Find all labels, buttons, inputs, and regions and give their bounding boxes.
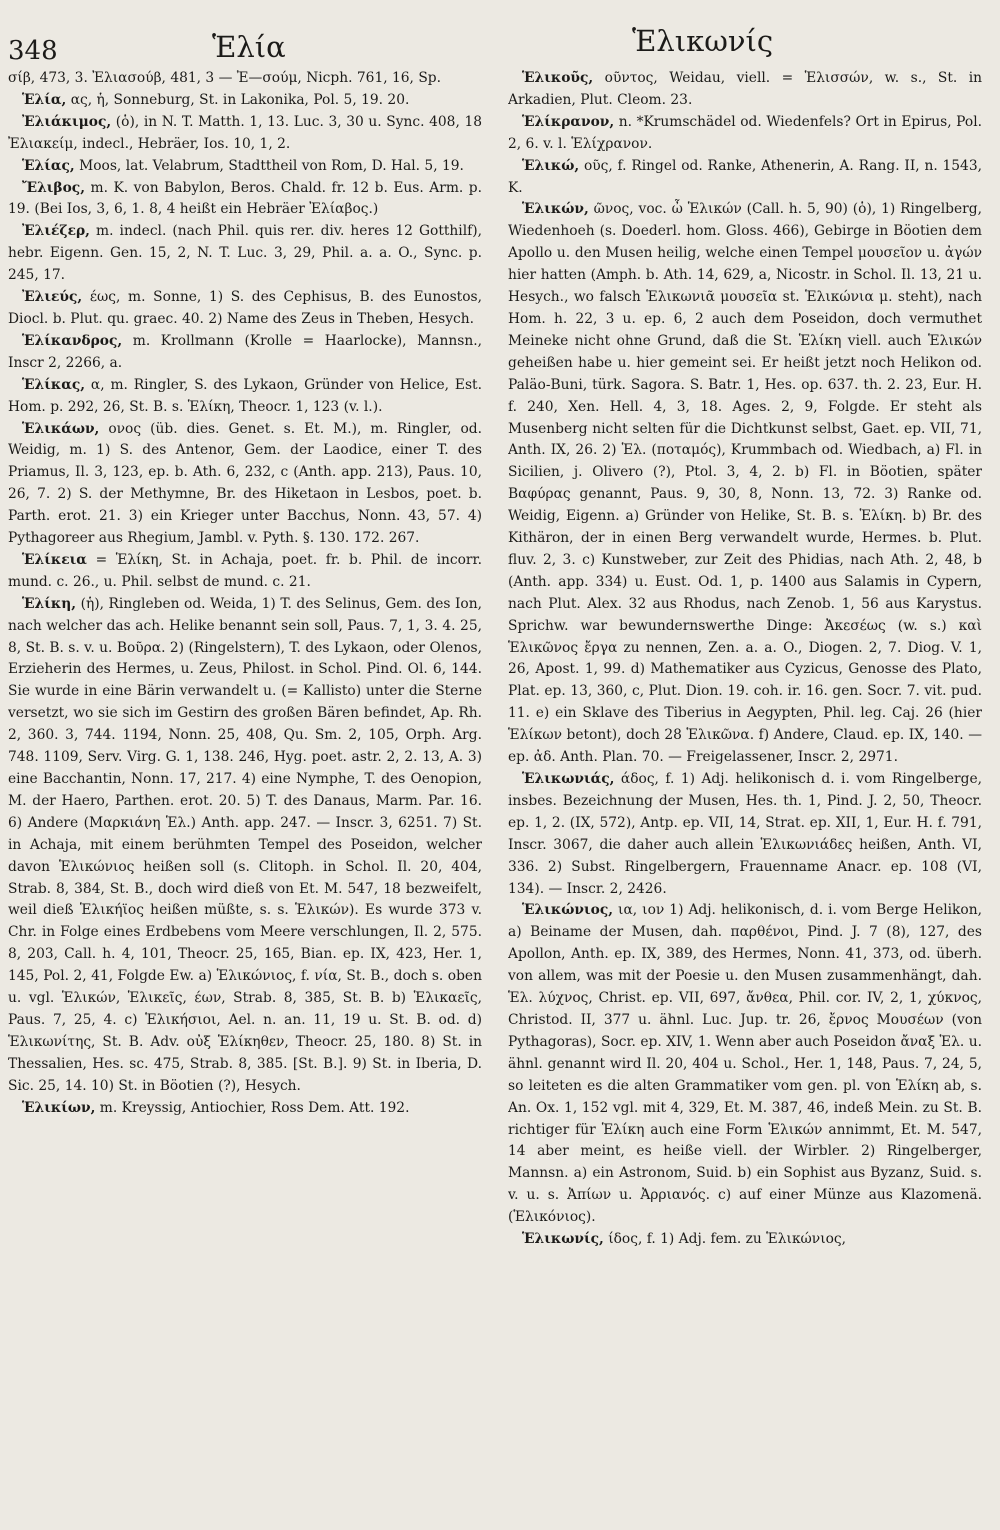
- entry-headword: Ἑλίκεια: [22, 551, 87, 568]
- entry-headword: Ἑλίας,: [22, 157, 75, 174]
- dictionary-entry: Ἑλικάων, ονος (üb. dies. Genet. s. Et. M.), m. Ringler, od. Weidig, m. 1) S. des Antenor, Gem. der Laodice, einer T. des Priamus, Il. 3, 123, ep. b. Ath. 6, 232, c (Anth. app. 213), Paus. 10, 26, 7. 2) S. der Methymne, Br. des Hiketaon in Lesbos, poet. b. Parth. erot. 21. 3) ein Krieger unter Bacchus, Nonn. 43, 57. 4) Pythagoreer aus Rhegium, Jambl. v. Pyth. §. 130. 172. 267.: [8, 420, 482, 547]
- entry-headword: Ἐλιάκιμος,: [22, 113, 112, 130]
- dictionary-entry: Ἐλιεύς, έως, m. Sonne, 1) S. des Cephisus, B. des Eunostos, Diocl. b. Plut. qu. graec. 40. 2) Name des Zeus in Theben, Hesych.: [8, 289, 482, 327]
- right-column: [508, 68, 982, 1502]
- running-head-right: Ἑλικωνίς: [632, 24, 774, 58]
- dictionary-entry: Ἑλικοῦς, οῦντος, Weidau, viell. = Ἑλισσών, w. s., St. in Arkadien, Plut. Cleom. 23.: [508, 70, 982, 108]
- entry-headword: Ἑλικώ,: [522, 157, 580, 174]
- entry-headword: Ἑλίκρανον,: [522, 113, 615, 130]
- entry-headword: Ἑλικών,: [522, 201, 589, 218]
- entry-headword: Ἑλικωνιάς,: [522, 771, 615, 787]
- page-number: 348: [8, 36, 58, 66]
- dictionary-entry: Ἑλίκεια = Ἑλίκη, St. in Achaja, poet. fr. b. Phil. de incorr. mund. c. 26., u. Phil. selbst de mund. c. 21.: [8, 551, 482, 590]
- dictionary-entry: Ἑλικώνιος, ια, ιον 1) Adj. helikonisch, d. i. vom Berge Helikon, a) Beiname der Musen, dah. παρθένοι, Pind. J. 7 (8), 127, des Apollon, Anth. ep. IX, 389, des Hermes, Nonn. 41, 373, od. überh. von allem, was mit der Poesie u. den Musen zusammenhängt, dah. Ἑλ. λύχνος, Christ. ep. VII, 697, ἄνθεα, Phil. cor. IV, 2, 1, χύκνος, Christod. II, 377 u. ähnl. Luc. Jup. tr. 26, ἔρνος Μουσέων (von Pythagoras), Socr. ep. XIV, 1. Wenn aber auch Poseidon ἄναξ Ἑλ. u. ähnl. genannt wird Il. 20, 404 u. Schol., Her. 1, 148, Paus. 7, 24, 5, so leiteten es die alten Grammatiker vom gen. pl. von Ἑλίκη ab, s. An. Ox. 1, 152 vgl. mit 4, 329, Et. M. 387, 46, indeß Mein. zu St. B. richtiger für Ἑλίκη auch eine Form Ἑλικών annimmt, Et. M. 547, 14 aber meint, es heiße viell. der Wirbler. 2) Ringelberger, Mannsn. a) ein Astronom, Suid. b) ein Sophist aus Byzanz, Suid. s. v. u. s. Ἀπίων u. Ἀρριανός. c) auf einer Münze aus Klazomenä. (Ἑλικόνιος).: [508, 902, 982, 1226]
- dictionary-entry: Ἐλιάκιμος, (ὁ), in N. T. Matth. 1, 13. Luc. 3, 30 u. Sync. 408, 18 Ἐλιακείμ, indecl., Hebräer, Ios. 10, 1, 2.: [8, 113, 482, 152]
- entry-headword: Ἑλικίων,: [22, 1099, 96, 1116]
- dictionary-entry: Ἑλικώ, οῦς, f. Ringel od. Ranke, Athenerin, A. Rang. II, n. 1543, K.: [508, 157, 982, 196]
- entry-headword: Ἐλιεύς,: [22, 289, 83, 306]
- left-column: [8, 68, 482, 1468]
- entry-headword: Ἑλικωνίς,: [522, 1231, 604, 1248]
- entry-headword: Ἑλία,: [22, 91, 67, 108]
- dictionary-entry: Ἑλίκη, (ἡ), Ringleben od. Weida, 1) T. des Selinus, Gem. des Ion, nach welcher das ach. Helike benannt sein soll, Paus. 7, 1, 3. 4. 25, 8, St. B. s. v. u. Βοῦρα. 2) (Ringelstern), T. des Lykaon, oder Olenos, Erzieherin des Hermes, u. Zeus, Philost. in Schol. Pind. Ol. 6, 144. Sie wurde in eine Bärin verwandelt u. (= Kallisto) unter die Sterne versetzt, wo sie sich im Gestirn des großen Bären befindet, Ap. Rh. 2, 360. 3, 744. 1194, Nonn. 25, 408, Qu. Sm. 2, 105, Orph. Arg. 748. 1109, Serv. Virg. G. 1, 138. 246, Hyg. poet. astr. 2, 2. 13, A. 3) eine Bacchantin, Nonn. 17, 217. 4) eine Nymphe, T. des Oenopion, M. der Haero, Parthen. erot. 20. 5) T. des Danaus, Marm. Par. 16. 6) Andere (Μαρκιάνη Ἑλ.) Anth. app. 247. — Inscr. 3, 6251. 7) St. in Achaja, mit einem berühmten Tempel des Poseidon, welcher davon Ἑλικώνιος heißen soll (s. Clitoph. in Schol. Il. 20, 404, Strab. 8, 384, St. B., doch wird dieß von Et. M. 547, 18 bezweifelt, weil dieß Ἑλικήϊος heißen müßte, s. s. Ἑλικών). Es wurde 373 v. Chr. in Folge eines Erdbebens vom Meere verschlungen, Il. 2, 575. 8, 203, Call. h. 4, 101, Theocr. 25, 165, Bian. ep. IX, 423, Her. 1, 145, Pol. 2, 41, Folgde Ew. a) Ἑλικώνιος, f. νία, St. B., doch s. oben u. vgl. Ἑλικών, Ἑλικεῖς, έων, Strab. 8, 385, St. B. b) Ἑλικαεῖς, Paus. 7, 25, 4. c) Ἑλικήσιοι, Ael. n. an. 11, 19 u. St. B. od. d) Ἑλικωνίτης, St. B. Adv. οὐξ Ἑλίκηθεν, Theocr. 25, 180. 8) St. in Thessalien, Hes. sc. 475, Strab. 8, 385. [St. B.]. 9) St. in Iberia, D. Sic. 25, 14. 10) St. in Böotien (?), Hesych.: [8, 595, 482, 1094]
- dictionary-entry: Ἑλικωνίς, ίδος, f. 1) Adj. fem. zu Ἑλικώνιος,: [522, 1231, 847, 1248]
- entry-headword: Ἑλικοῦς,: [522, 70, 594, 86]
- entry-headword: Ἑλίκας,: [22, 376, 86, 393]
- entry-headword: Ἑλικώνιος,: [522, 902, 614, 919]
- running-head-left: Ἑλία: [212, 30, 286, 64]
- dictionary-entry: Ἑλίκας, α, m. Ringler, S. des Lykaon, Gründer von Helice, Est. Hom. p. 292, 26, St. B. s. Ἑλίκη, Theocr. 1, 123 (v. l.).: [8, 376, 482, 415]
- dictionary-entry: Ἑλία, ας, ἡ, Sonneburg, St. in Lakonika, Pol. 5, 19. 20.: [22, 91, 410, 108]
- dictionary-entry: Ἑλίκρανον, n. *Krumschädel od. Wiedenfels? Ort in Epirus, Pol. 2, 6. v. l. Ἑλίχρανον.: [508, 113, 982, 152]
- dictionary-entry: Ἑλικωνιάς, άδος, f. 1) Adj. helikonisch d. i. vom Ringelberge, insbes. Bezeichnung der Musen, Hes. th. 1, Pind. J. 2, 50, Theocr. ep. 1, 2. (IX, 572), Antp. ep. VII, 14, Strat. ep. XII, 1, Eur. H. f. 791, Inscr. 3067, die daher auch allein Ἑλικωνιάδες heißen, Anth. VI, 336. 2) Subst. Ringelbergern, Frauenname Anacr. ep. 108 (VI, 134). — Inscr. 2, 2426.: [508, 771, 982, 897]
- entry-headword: Ἔλιβος,: [22, 179, 86, 196]
- dictionary-entry: Ἔλιβος, m. K. von Babylon, Beros. Chald. fr. 12 b. Eus. Arm. p. 19. (Bei Ios, 3, 6, 1. 8, 4 heißt ein Hebräer Ἐλίαβος.): [8, 179, 482, 218]
- dictionary-entry: Ἑλικίων, m. Kreyssig, Antiochier, Ross Dem. Att. 192.: [22, 1099, 410, 1116]
- entry-headword: Ἑλίκανδρος,: [22, 332, 123, 349]
- page-header: [0, 0, 1000, 70]
- dictionary-entry: σίβ, 473, 3. Ἐλιασούβ, 481, 3 — Ἐ—σούμ, Nicph. 761, 16, Sp.: [8, 70, 441, 86]
- entry-headword: Ἑλικάων,: [22, 420, 100, 437]
- dictionary-entry: Ἑλίας, Moos, lat. Velabrum, Stadttheil von Rom, D. Hal. 5, 19.: [22, 157, 464, 174]
- dictionary-entry: Ἐλιέζερ, m. indecl. (nach Phil. quis rer. div. heres 12 Gotthilf), hebr. Eigenn. Gen. 15, 2, N. T. Luc. 3, 29, Phil. a. a. O., Sync. p. 245, 17.: [8, 223, 482, 284]
- entry-headword: Ἑλίκη,: [22, 595, 77, 612]
- dictionary-entry: Ἑλικών, ῶνος, voc. ὦ Ἑλικών (Call. h. 5, 90) (ὁ), 1) Ringelberg, Wiedenhoeh (s. Doederl. hom. Gloss. 466), Gebirge in Böotien dem Apollo u. den Musen heilig, welche einen Tempel μουσεῖον u. ἀγών hier hatten (Amph. b. Ath. 14, 629, a, Nicostr. in Schol. Il. 13, 21 u. Hesych., wo falsch Ἑλικωνιᾶ μουσεῖα st. Ἑλικώνια μ. steht), nach Hom. h. 22, 3 u. ep. 6, 2 auch dem Poseidon, doch vermuthet Meineke nicht ohne Grund, daß die St. Ἑλίκη viell. auch Ἑλικών geheißen habe u. hier gemeint sei. Er heißt jetzt noch Helikon od. Paläo-Buni, türk. Sagora. S. Batr. 1, Hes. op. 637. th. 2. 23, Eur. H. f. 240, Xen. Hell. 4, 3, 18. Ages. 2, 9, Folgde. Er steht als Musenberg nicht selten für die Dichtkunst selbst, Gaet. ep. VII, 71, Anth. IX, 26. 2) Ἑλ. (ποταμός), Krummbach od. Wiedbach, a) Fl. in Sicilien, j. Olivero (?), Ptol. 3, 4, 2. b) Fl. in Böotien, später Βαφύρας genannt, Paus. 9, 30, 8, Nonn. 13, 72. 3) Ranke od. Weidig, Eigenn. a) Gründer von Helike, St. B. s. Ἑλίκη. b) Br. des Kithäron, der in einen Berg verwandelt wurde, Hermes. b. Plut. fluv. 2, 3. c) Kunstweber, zur Zeit des Phidias, nach Ath. 2, 48, b (Anth. app. 334) u. Eust. Od. 1, p. 1400 aus Salamis in Cypern, nach Plut. Alex. 32 aus Rhodus, nach Zenob. 1, 56 aus Karystus. Sprichw. war bewundernswerthe Dinge: Ἀκεσέως (w. s.) καὶ Ἑλικῶνος ἔργα zu nennen, Zen. a. a. O., Diogen. 2, 7. Diog. V. 1, 26, Apost. 1, 99. d) Mathematiker aus Cyzicus, Genosse des Plato, Plat. ep. 13, 360, c, Plut. Dion. 19. coh. ir. 16. gen. Socr. 7. vit. pud. 11. e) ein Sklave des Tiberius in Aegypten, Phil. leg. Caj. 26 (hier Ἑλίκων betont), doch 28 Ἑλικῶνα. f) Andere, Claud. ep. IX, 140. — ep. ἀδ. Anth. Plan. 70. — Freigelassener, Inscr. 2, 2971.: [508, 201, 982, 766]
- dictionary-entry: Ἑλίκανδρος, m. Krollmann (Krolle = Haarlocke), Mannsn., Inscr 2, 2266, a.: [8, 332, 482, 371]
- entry-headword: Ἐλιέζερ,: [22, 223, 90, 240]
